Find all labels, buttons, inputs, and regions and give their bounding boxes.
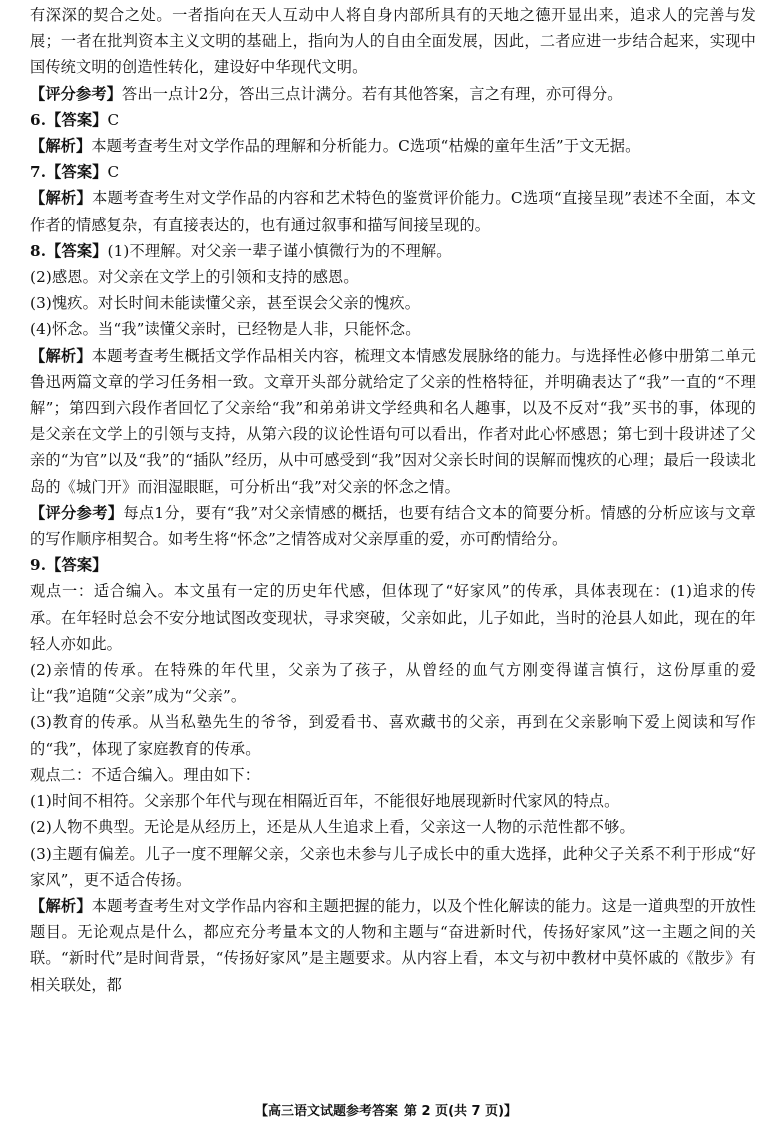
q8-answer-label: 8.【答案】 xyxy=(30,241,108,260)
q8-answer-point-1: (1)不理解。对父亲一辈子谨小慎微行为的不理解。 xyxy=(107,241,452,260)
answer-content xyxy=(30,2,756,998)
q9-answer-heading xyxy=(30,552,756,578)
page-footer xyxy=(0,1100,772,1119)
q9-viewpoint-2: 观点二：不适合编入。理由如下： xyxy=(30,765,261,784)
q9-viewpoint-2-point-3: (3)主题有偏差。儿子一度不理解父亲，父亲也未参与儿子成长中的重大选择，此种父子关系不利于形成“好家风”，更不适合传扬。 xyxy=(30,844,756,889)
q6-explanation-text: 本题考查考生对文学作品的理解和分析能力。C选项“枯燥的童年生活”于文无据。 xyxy=(91,137,641,156)
q8-answer-point-4: (4)怀念。当“我”读懂父亲时，已经物是人非，只能怀念。 xyxy=(30,320,421,339)
q9-viewpoint-2-point-1: (1)时间不相符。父亲那个年代与现在相隔近百年，不能很好地展现新时代家风的特点。 xyxy=(30,792,620,811)
q7-explanation-label: 【解析】 xyxy=(30,189,93,208)
q8-explanation-text: 本题考查考生概括文学作品相关内容，梳理文本情感发展脉络的能力。与选择性必修中册第二单元鲁迅两篇文章的学习任务相一致。文章开头部分就给定了父亲的性格特征，并明确表达了“我”一直的“不理解”；第四到六段作者回忆了父亲给“我”和弟弟讲文学经典和名人趣事，以及不反对“我”买书的事，体现的是父亲在文学上的引领与支持，从第六段的议论性语句可以看出，作者对此心怀感恩；第七到十段讲述了父亲的“为官”以及“我”的“插队”经历，从中可感受到“我”因对父亲长时间的误解而愧疚的心理；最后一段读北岛的《城门开》而泪湿眼眶，可分析出“我”对父亲的怀念之情。 xyxy=(30,346,756,496)
q5-scoring-reference xyxy=(30,81,756,107)
q9-answer-label: 9.【答案】 xyxy=(30,556,108,575)
q6-answer-label: 6.【答案】 xyxy=(30,110,108,129)
q7-explanation-text: 本题考查考生对文学作品的内容和艺术特色的鉴赏评价能力。C选项“直接呈现”表述不全面，本文作者的情感复杂，有直接表达的，也有通过叙事和描写间接呈现的。 xyxy=(30,189,757,234)
q8-explanation xyxy=(30,343,756,500)
q9-explanation-text: 本题考查考生对文学作品内容和主题把握的能力，以及个性化解读的能力。这是一道典型的开放性题目。无论观点是什么，都应充分考量本文的人物和主题与“奋进新时代，传扬好家风”这一主题之间的关联。“新时代”是时间背景，“传扬好家风”是主题要求。从内容上看，本文与初中教材中莫怀戚的《散步》有相关联处，都 xyxy=(30,896,756,994)
paragraph-q5-ending: 有深深的契合之处。一者指向在天人互动中人将自身内部所具有的天地之德开显出来，追求人的完善与发展；一者在批判资本主义文明的基础上，指向为人的自由全面发展，因此，二者应进一步结合起来，实现中国传统文明的创造性转化，建设好中华现代文明。 xyxy=(30,6,756,77)
q9-explanation xyxy=(30,893,756,998)
q9-viewpoint-1-point-3: (3)教育的传承。从当私塾先生的爷爷，到爱看书、喜欢藏书的父亲，再到在父亲影响下爱上阅读和写作的“我”，体现了家庭教育的传承。 xyxy=(30,713,756,758)
footer-title: 【高三语文试题参考答案 xyxy=(254,1104,398,1119)
q8-answer-point-2: (2)感恩。对父亲在文学上的引领和支持的感恩。 xyxy=(30,268,359,287)
q7-answer xyxy=(30,159,756,185)
q9-viewpoint-2-point-2: (2)人物不典型。无论是从经历上，还是从人生追求上看，父亲这一人物的示范性都不够。 xyxy=(30,818,635,837)
footer-page-number: 第 2 页(共 7 页)】 xyxy=(403,1104,518,1119)
scoring-label: 【评分参考】 xyxy=(30,84,123,103)
q7-answer-value: C xyxy=(107,163,120,182)
q8-scoring-text: 每点1分，要有“我”对父亲情感的概括，也要有结合文本的简要分析。情感的分析应该与文章的写作顺序相契合。如考生将“怀念”之情答成对父亲厚重的爱，亦可酌情给分。 xyxy=(30,503,756,549)
q8-explanation-label: 【解析】 xyxy=(30,346,92,365)
q7-explanation xyxy=(30,185,756,237)
q9-viewpoint-1-point-2: (2)亲情的传承。在特殊的年代里，父亲为了孩子，从曾经的血气方刚变得谨言慎行，这份厚重的爱让“我”追随“父亲”成为“父亲”。 xyxy=(30,661,756,706)
q6-explanation xyxy=(30,133,756,159)
q8-answer-point-3: (3)愧疚。对长时间未能读懂父亲，甚至误会父亲的愧疚。 xyxy=(30,294,421,313)
scoring-text: 答出一点计2分，答出三点计满分。若有其他答案，言之有理，亦可得分。 xyxy=(122,84,623,103)
q9-viewpoint-1: 观点一：适合编入。本文虽有一定的历史年代感，但体现了“好家风”的传承，具体表现在：(1)追求的传承。在年轻时总会不安分地试图改变现状，寻求突破，父亲如此，儿子如此，当时的沧县人如此，现在的年轻人亦如此。 xyxy=(30,582,756,653)
q8-answer xyxy=(30,238,756,264)
q6-answer-value: C xyxy=(107,110,120,129)
q6-explanation-label: 【解析】 xyxy=(30,137,92,156)
q9-explanation-label: 【解析】 xyxy=(30,896,92,915)
q6-answer xyxy=(30,107,756,133)
q8-scoring-label: 【评分参考】 xyxy=(30,503,124,522)
q8-scoring-reference xyxy=(30,500,756,552)
q7-answer-label: 7.【答案】 xyxy=(30,163,108,182)
